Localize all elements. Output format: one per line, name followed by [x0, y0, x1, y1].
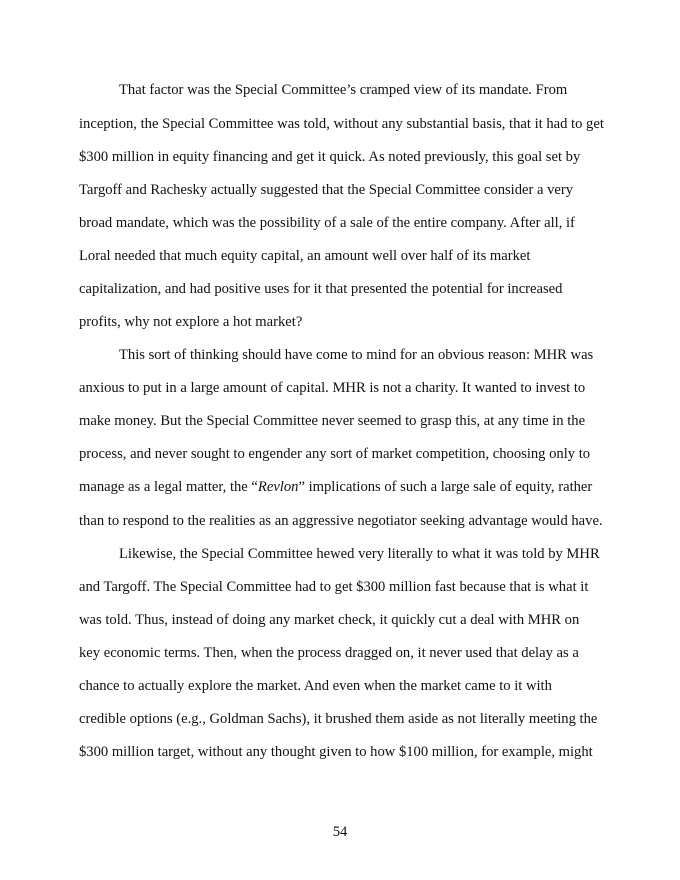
text-line: profits, why not explore a hot market?	[79, 314, 303, 330]
text-line	[79, 478, 592, 496]
text-line: and Targoff. The Special Committee had to get $300 million fast because that is what it	[79, 579, 589, 595]
page-number: 54	[332, 824, 348, 840]
text-line: broad mandate, which was the possibility of a sale of the entire company. After all, if	[79, 215, 575, 231]
text-line: key economic terms. Then, when the process dragged on, it never used that delay as a	[79, 645, 579, 661]
text-line: Likewise, the Special Committee hewed very literally to what it was told by MHR	[119, 546, 600, 562]
text-line: $300 million in equity financing and get it quick. As noted previously, this goal set by	[79, 149, 581, 165]
text-line: anxious to put in a large amount of capital. MHR is not a charity. It wanted to invest to	[79, 380, 586, 396]
case-name-italic: Revlon	[257, 479, 299, 495]
text-line: was told. Thus, instead of doing any market check, it quickly cut a deal with MHR on	[79, 612, 580, 628]
text-line: Targoff and Rachesky actually suggested that the Special Committee consider a very	[79, 182, 574, 198]
text-segment: ” implications of such a large sale of equity, rather	[298, 479, 593, 495]
text-line: credible options (e.g., Goldman Sachs), it brushed them aside as not literally meeting the	[79, 711, 598, 727]
text-line: capitalization, and had positive uses for it that presented the potential for increased	[79, 281, 563, 297]
text-line: Loral needed that much equity capital, an amount well over half of its market	[79, 248, 531, 264]
text-line: make money. But the Special Committee never seemed to grasp this, at any time in the	[79, 413, 586, 429]
text-line: than to respond to the realities as an aggressive negotiator seeking advantage would have.	[79, 513, 603, 529]
text-line: inception, the Special Committee was told, without any substantial basis, that it had to get	[79, 116, 604, 132]
text-line: That factor was the Special Committee’s cramped view of its mandate. From	[119, 82, 568, 98]
text-line: This sort of thinking should have come to mind for an obvious reason: MHR was	[119, 347, 594, 363]
text-line: chance to actually explore the market. And even when the market came to it with	[79, 678, 552, 694]
text-segment: manage as a legal matter, the “	[79, 479, 258, 495]
text-line: $300 million target, without any thought given to how $100 million, for example, might	[79, 744, 593, 760]
text-line: process, and never sought to engender any sort of market competition, choosing only to	[79, 446, 591, 462]
